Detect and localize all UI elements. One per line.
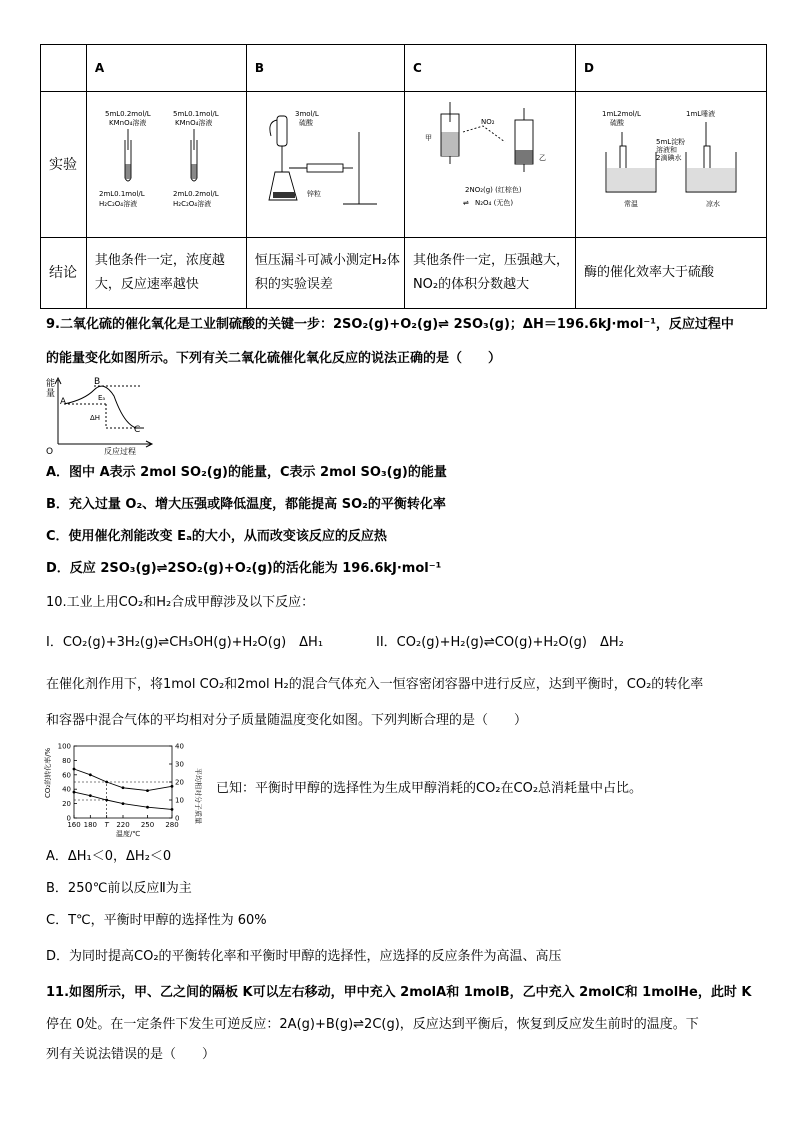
- origin-label: O: [46, 447, 54, 456]
- fig-c-label: NO₂: [480, 118, 495, 126]
- q9-stem-line1: 9.二氧化硫的催化氧化是工业制硫酸的关键一步：2SO₂(g)+O₂(g)⇌ 2SO₃(g)；ΔH＝196.6kJ·mol⁻¹，反应过程中: [46, 317, 734, 332]
- chart-x-tick-label: 180: [83, 821, 98, 829]
- figure-d-beakers: [576, 92, 766, 228]
- point-a-label: A: [60, 397, 67, 407]
- fig-a-label: KMnO₄溶液: [174, 119, 213, 127]
- figure-d-cell: [576, 92, 767, 238]
- fig-c-label: 2NO₂(g) (红棕色): [464, 186, 522, 194]
- chart-point: [171, 808, 174, 811]
- q10-option-a: A．ΔH₁＜0，ΔH₂＜0: [46, 849, 172, 864]
- chart-y2-tick-label: 10: [175, 796, 184, 805]
- conclusion-a: 其他条件一定，浓度越大，反应速率越快: [86, 238, 246, 309]
- chart-point: [105, 799, 108, 802]
- chart-x-tick-label: T: [104, 821, 109, 829]
- experiment-label: 实验: [41, 92, 87, 238]
- q10-reaction-2: II．CO₂(g)+H₂(g)⇌CO(g)+H₂O(g) ΔH₂: [376, 635, 624, 650]
- fig-c-label: N₂O₄ (无色): [474, 199, 513, 207]
- chart-y-tick-label: 80: [62, 756, 71, 765]
- fig-b-label: 3mol/L: [294, 110, 319, 118]
- figure-c-syringes: [405, 92, 568, 228]
- q9-energy-diagram: [44, 374, 156, 456]
- chart-point: [105, 781, 108, 784]
- q11-stem-line3: 列有关说法错误的是（ ）: [46, 1047, 216, 1062]
- table-header-row: [41, 45, 767, 92]
- chart-x-tick-label: 220: [116, 821, 130, 829]
- funnel-icon: [277, 116, 287, 146]
- chart-y2-label: 平均相对分子质量: [194, 768, 202, 824]
- delta-h-label: ΔH: [90, 414, 101, 422]
- ea-label: Eₐ: [98, 394, 106, 402]
- q9-option-b: B．充入过量 O₂、增大压强或降低温度，都能提高 SO₂的平衡转化率: [46, 497, 446, 512]
- q9-stem-line2: 的能量变化如图所示。下列有关二氧化硫催化氧化反应的说法正确的是（ ）: [46, 351, 502, 366]
- q10-option-d: D．为同时提高CO₂的平衡转化率和平衡时甲醇的选择性，应选择的反应条件为高温、高压: [46, 949, 562, 964]
- q11-stem-line2: 停在 0处。在一定条件下发生可逆反应：2A(g)+B(g)⇌2C(g)，反应达到平衡后，恢复到反应发生前时的温度。下: [46, 1017, 699, 1032]
- conclusion-d: 酶的催化效率大于硫酸: [576, 238, 767, 309]
- chart-y2-tick-label: 0: [175, 814, 180, 823]
- chart-series-line: [74, 792, 172, 809]
- fig-d-label: 溶液和: [656, 146, 677, 154]
- chart-x-tick-label: 280: [165, 821, 179, 829]
- figure-b-cell: [246, 92, 404, 238]
- point-b-label: B: [94, 377, 101, 387]
- chart-point: [89, 773, 92, 776]
- q9-option-a: A．图中 A表示 2mol SO₂(g)的能量，C表示 2mol SO₃(g)的能量: [46, 465, 447, 480]
- figure-a-cell: [86, 92, 246, 238]
- chart-point: [89, 794, 92, 797]
- fig-a-label: 2mL0.1mol/L: [98, 190, 145, 198]
- chart-y2-tick-label: 40: [175, 742, 184, 751]
- fig-a-label: 2mL0.2mol/L: [172, 190, 219, 198]
- chart-point: [73, 768, 76, 771]
- fig-a-label: 5mL0.2mol/L: [104, 110, 151, 118]
- header-cell-c: C: [404, 45, 575, 92]
- fig-d-label: 5mL淀粉: [656, 138, 686, 146]
- q10-option-b: B．250℃前以反应Ⅱ为主: [46, 881, 192, 896]
- chart-x-tick-label: 250: [140, 821, 155, 829]
- chart-x-label: 温度/℃: [116, 830, 141, 838]
- figure-a-test-tubes: [87, 92, 239, 228]
- chart-point: [171, 785, 174, 788]
- q11-stem-line1: 11.如图所示，甲、乙之间的隔板 K可以左右移动，甲中充入 2molA和 1molB，乙中充入 2molC和 1molHe，此时 K: [46, 985, 752, 1000]
- chart-point: [122, 802, 125, 805]
- fig-a-label: H₂C₂O₄溶液: [172, 200, 211, 208]
- fig-a-label: 5mL0.1mol/L: [172, 110, 219, 118]
- chart-point: [73, 791, 76, 794]
- fig-a-label: KMnO₄溶液: [108, 119, 147, 127]
- x-axis-label: 反应过程: [104, 447, 136, 456]
- y-axis-label: 量: [46, 389, 56, 399]
- header-cell-a: A: [86, 45, 246, 92]
- y-axis-label: 能: [46, 379, 56, 389]
- fig-c-label: 乙: [538, 154, 546, 162]
- fig-d-label: 常温: [624, 200, 638, 208]
- chart-x-tick-label: 160: [67, 821, 81, 829]
- header-cell: [41, 45, 87, 92]
- chart-y-tick-label: 20: [62, 800, 71, 809]
- figure-b-apparatus: [247, 92, 397, 228]
- q10-chart: [44, 738, 202, 838]
- conclusion-b: 恒压漏斗可减小测定H₂体积的实验误差: [246, 238, 404, 309]
- fig-c-label: 甲: [424, 134, 432, 142]
- experiment-table: [40, 44, 767, 309]
- syringe-icon: [307, 164, 343, 172]
- energy-curve: [64, 386, 144, 428]
- figure-c-cell: [404, 92, 575, 238]
- chart-y-tick-label: 100: [57, 742, 71, 751]
- q9-option-d: D．反应 2SO₃(g)⇌2SO₂(g)+O₂(g)的活化能为 196.6kJ·mol⁻¹: [46, 561, 442, 576]
- equilibrium-arrow-icon: ⇌: [462, 199, 469, 207]
- fig-b-label: 锌粒: [306, 190, 321, 198]
- experiment-row: [41, 92, 767, 238]
- chart-point: [122, 786, 125, 789]
- conclusion-label: 结论: [41, 238, 87, 309]
- header-cell-b: B: [246, 45, 404, 92]
- q10-stem-line3: 和容器中混合气体的平均相对分子质量随温度变化如图。下列判断合理的是（ ）: [46, 713, 528, 728]
- chart-point: [146, 806, 149, 809]
- chart-y2-tick-label: 30: [175, 760, 184, 769]
- chart-y-tick-label: 0: [66, 814, 71, 823]
- chart-y-tick-label: 40: [62, 785, 71, 794]
- q10-reaction-1: I．CO₂(g)+3H₂(g)⇌CH₃OH(g)+H₂O(g) ΔH₁: [46, 635, 324, 650]
- fig-d-label: 硫酸: [610, 119, 624, 127]
- point-c-label: C: [134, 425, 141, 435]
- conclusion-row: [41, 238, 767, 309]
- q10-stem-line2: 在催化剂作用下，将1mol CO₂和2mol H₂的混合气体充入一恒容密闭容器中进行反应，达到平衡时，CO₂的转化率: [46, 677, 704, 692]
- q9-option-c: C．使用催化剂能改变 Eₐ的大小，从而改变该反应的反应热: [46, 529, 387, 544]
- q10-known-note: 已知：平衡时甲醇的选择性为生成甲醇消耗的CO₂在CO₂总消耗量中占比。: [216, 781, 643, 796]
- chart-point: [146, 789, 149, 792]
- chart-y-tick-label: 60: [62, 771, 71, 780]
- fig-d-label: 1mL2mol/L: [602, 110, 641, 118]
- conclusion-c: 其他条件一定，压强越大，NO₂的体积分数越大: [404, 238, 575, 309]
- chart-y-label: CO₂的转化率/%: [44, 747, 52, 798]
- chart-y2-tick-label: 20: [175, 778, 184, 787]
- q10-option-c: C．T℃，平衡时甲醇的选择性为 60%: [46, 913, 267, 928]
- fig-b-label: 硫酸: [298, 119, 313, 127]
- fig-a-label: H₂C₂O₄溶液: [98, 200, 137, 208]
- header-cell-d: D: [576, 45, 767, 92]
- fig-d-label: 1mL唾液: [686, 110, 716, 118]
- fig-d-label: 2滴碘水: [656, 154, 682, 162]
- q10-stem-line1: 10.工业上用CO₂和H₂合成甲醇涉及以下反应：: [46, 595, 315, 610]
- fig-d-label: 凉水: [706, 200, 720, 208]
